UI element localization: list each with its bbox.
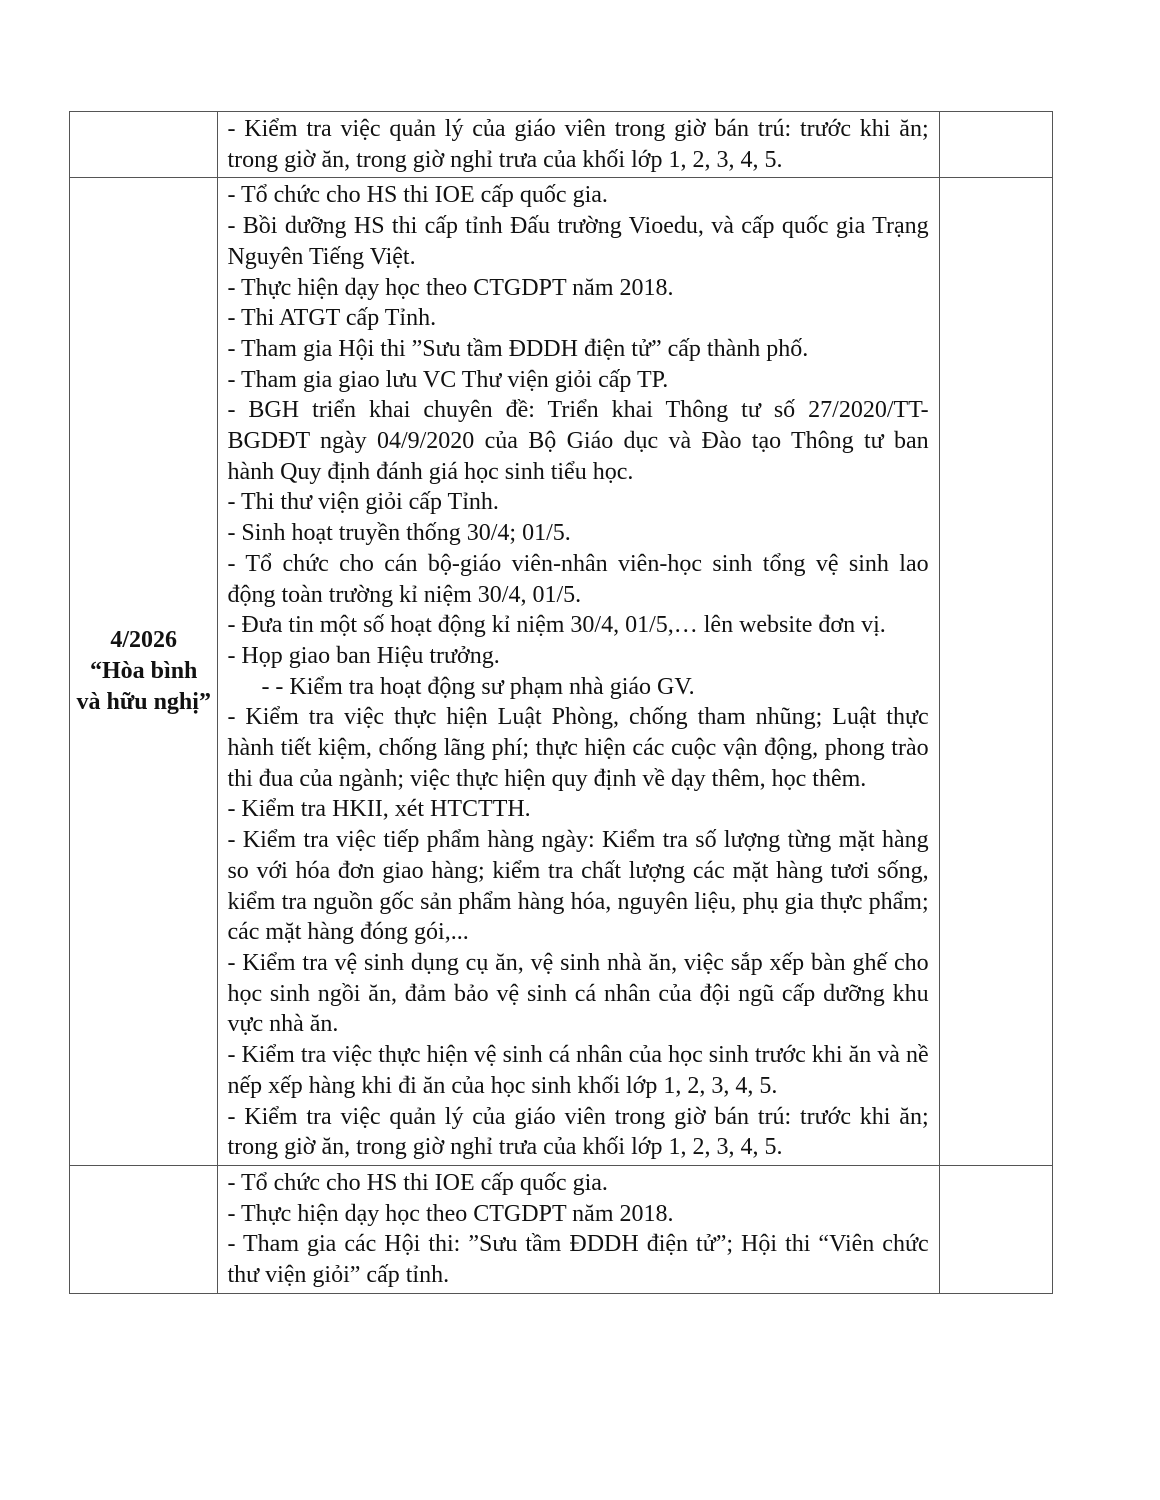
note-cell [939,112,1052,178]
activity-line: - Kiểm tra HKII, xét HTCTTH. [227,796,531,823]
activity-line: - Tham gia Hội thi ”Sưu tầm ĐDDH điện tử” cấp thành phố. [227,335,809,362]
content-cell [218,112,939,178]
activity-line: - Tổ chức cho cán bộ-giáo viên-nhân viên-học sinh tổng vệ sinh lao động toàn trường kỉ niệm 30/4, 01/5. [227,550,929,608]
month-cell [70,112,218,178]
activity-line: - Kiểm tra việc quản lý của giáo viên trong giờ bán trú: trước khi ăn; trong giờ ăn, trong giờ nghỉ trưa của khối lớp 1, 2, 3, 4, 5. [227,116,929,173]
activity-line: - Kiểm tra việc thực hiện vệ sinh cá nhân của học sinh trước khi ăn và nề nếp xếp hàng khi đi ăn của học sinh khối lớp 1, 2, 3, 4, 5. [227,1042,929,1099]
activity-line: - Thi thư viện giỏi cấp Tỉnh. [227,489,499,516]
activity-line: - Kiểm tra việc tiếp phẩm hàng ngày: Kiểm tra số lượng từng mặt hàng so với hóa đơn giao hàng; kiểm tra chất lượng các mặt hàng tươi sống, kiểm tra nguồn gốc sản phẩm hàng hóa, nguyên liệu, phụ gia thực phẩm; các mặt hàng đóng gói,... [227,827,929,946]
activity-line: - Thực hiện dạy học theo CTGDPT năm 2018. [227,1200,674,1227]
activity-line: - Đưa tin một số hoạt động kỉ niệm 30/4, 01/5,… lên website đơn vị. [227,612,886,639]
month-cell [70,1165,218,1293]
activity-line: - Tổ chức cho HS thi IOE cấp quốc gia. [227,1169,608,1196]
activity-line: - Thực hiện dạy học theo CTGDPT năm 2018. [227,274,674,301]
activity-line: - Tham gia các Hội thi: ”Sưu tầm ĐDDH điện tử”; Hội thi “Viên chức thư viện giỏi” cấp tỉnh. [227,1231,929,1289]
activity-line: - Kiểm tra vệ sinh dụng cụ ăn, vệ sinh nhà ăn, việc sắp xếp bàn ghế cho học sinh ngồi ăn, đảm bảo vệ sinh cá nhân của đội ngũ cấp dưỡng khu vực nhà ăn. [227,949,929,1038]
activity-line: - BGH triển khai chuyên đề: Triển khai Thông tư số 27/2020/TT-BGDĐT ngày 04/9/2020 của Bộ Giáo dục và Đào tạo Thông tư ban hành Quy định đánh giá học sinh tiểu học. [227,397,929,485]
activity-line: - - Kiểm tra hoạt động sư phạm nhà giáo GV. [261,673,695,700]
table-row [70,1165,1053,1293]
month-cell [70,178,218,1166]
table-row [70,178,1053,1166]
content-cell [218,178,939,1166]
activity-line: - Sinh hoạt truyền thống 30/4; 01/5. [227,520,571,547]
activity-line: - Họp giao ban Hiệu trưởng. [227,642,500,669]
month-label: 4/2026 [110,627,178,654]
activity-line: - Thi ATGT cấp Tỉnh. [227,305,437,332]
month-theme: “Hòa bình và hữu nghị” [76,658,211,716]
note-cell [939,1165,1052,1293]
plan-table [69,111,1053,1294]
table-row [70,112,1053,178]
content-cell [218,1165,939,1293]
activity-line: - Tổ chức cho HS thi IOE cấp quốc gia. [227,182,608,209]
note-cell [939,178,1052,1166]
activity-line: - Kiểm tra việc thực hiện Luật Phòng, chống tham nhũng; Luật thực hành tiết kiệm, chống lãng phí; thực hiện các cuộc vận động, phong trào thi đua của ngành; việc thực hiện quy định về dạy thêm, học thêm. [227,704,929,792]
activity-line: - Kiểm tra việc quản lý của giáo viên trong giờ bán trú: trước khi ăn; trong giờ ăn, trong giờ nghỉ trưa của khối lớp 1, 2, 3, 4, 5. [227,1103,929,1161]
activity-line: - Tham gia giao lưu VC Thư viện giỏi cấp TP. [227,366,669,393]
activity-line: - Bồi dưỡng HS thi cấp tỉnh Đấu trường Vioedu, và cấp quốc gia Trạng Nguyên Tiếng Việt. [227,213,929,270]
